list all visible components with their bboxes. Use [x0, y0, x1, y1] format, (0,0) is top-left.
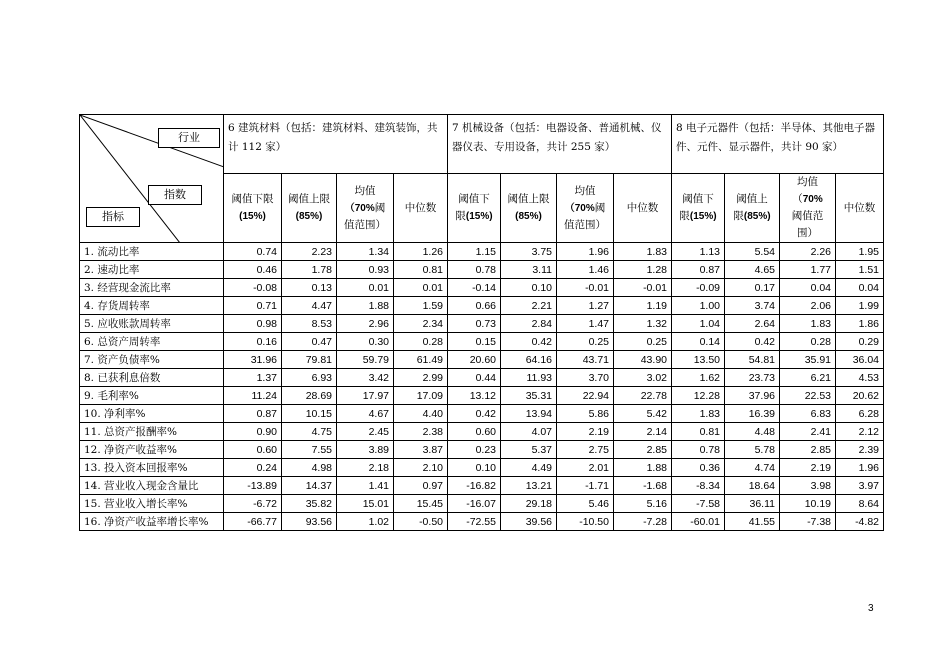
- value-cell: 0.13: [282, 279, 337, 297]
- value-cell: 4.49: [501, 459, 557, 477]
- indicator-name: 11. 总资产报酬率%: [80, 423, 224, 441]
- value-cell: 0.28: [780, 333, 836, 351]
- value-cell: 6.21: [780, 369, 836, 387]
- value-cell: 2.18: [337, 459, 394, 477]
- col-lower-threshold: 阈值下 限(15%): [672, 174, 725, 243]
- value-cell: 2.14: [614, 423, 672, 441]
- value-cell: 0.97: [394, 477, 448, 495]
- value-cell: 0.71: [224, 297, 282, 315]
- indicator-name: 3. 经营现金流比率: [80, 279, 224, 297]
- value-cell: -10.50: [557, 513, 614, 531]
- value-cell: 1.86: [836, 315, 884, 333]
- value-cell: 1.26: [394, 243, 448, 261]
- value-cell: 1.15: [448, 243, 501, 261]
- table-row: [80, 333, 884, 351]
- value-cell: 1.83: [672, 405, 725, 423]
- col-mean: 均值 （70% 阈值范 围）: [780, 174, 836, 243]
- value-cell: 11.93: [501, 369, 557, 387]
- value-cell: 8.53: [282, 315, 337, 333]
- value-cell: 1.37: [224, 369, 282, 387]
- value-cell: 4.65: [725, 261, 780, 279]
- indicator-name: 16. 净资产收益率增长率%: [80, 513, 224, 531]
- value-cell: 1.00: [672, 297, 725, 315]
- value-cell: 4.47: [282, 297, 337, 315]
- value-cell: 4.48: [725, 423, 780, 441]
- value-cell: -7.58: [672, 495, 725, 513]
- value-cell: 35.31: [501, 387, 557, 405]
- value-cell: 0.30: [337, 333, 394, 351]
- value-cell: 13.50: [672, 351, 725, 369]
- industry-label: 行业: [158, 128, 220, 148]
- value-cell: 0.36: [672, 459, 725, 477]
- value-cell: 4.98: [282, 459, 337, 477]
- value-cell: 3.97: [836, 477, 884, 495]
- table-row: [80, 423, 884, 441]
- value-cell: 17.97: [337, 387, 394, 405]
- value-cell: 2.96: [337, 315, 394, 333]
- value-cell: 0.42: [501, 333, 557, 351]
- value-cell: 0.01: [394, 279, 448, 297]
- value-cell: 2.75: [557, 441, 614, 459]
- value-cell: 54.81: [725, 351, 780, 369]
- value-cell: 0.10: [448, 459, 501, 477]
- indicator-name: 15. 营业收入增长率%: [80, 495, 224, 513]
- value-cell: 0.60: [224, 441, 282, 459]
- col-lower-threshold: 阈值下 限(15%): [448, 174, 501, 243]
- value-cell: 20.60: [448, 351, 501, 369]
- value-cell: 2.10: [394, 459, 448, 477]
- value-cell: 4.67: [337, 405, 394, 423]
- indicator-name: 8. 已获利息倍数: [80, 369, 224, 387]
- value-cell: 1.96: [836, 459, 884, 477]
- value-cell: 1.83: [614, 243, 672, 261]
- value-cell: 0.04: [780, 279, 836, 297]
- value-cell: -1.68: [614, 477, 672, 495]
- industry-indicator-table: [79, 114, 884, 531]
- value-cell: 0.23: [448, 441, 501, 459]
- value-cell: 0.81: [672, 423, 725, 441]
- value-cell: 43.90: [614, 351, 672, 369]
- value-cell: 0.29: [836, 333, 884, 351]
- col-median: 中位数: [614, 174, 672, 243]
- value-cell: 0.81: [394, 261, 448, 279]
- value-cell: 0.46: [224, 261, 282, 279]
- value-cell: -1.71: [557, 477, 614, 495]
- table-row: [80, 243, 884, 261]
- value-cell: -16.07: [448, 495, 501, 513]
- header-corner-cell: [80, 115, 224, 243]
- value-cell: 3.75: [501, 243, 557, 261]
- indicator-name: 10. 净利率%: [80, 405, 224, 423]
- col-mean: 均值 （70%阈 值范围）: [337, 174, 394, 243]
- value-cell: 2.85: [780, 441, 836, 459]
- value-cell: 2.64: [725, 315, 780, 333]
- col-median: 中位数: [394, 174, 448, 243]
- table-row: [80, 513, 884, 531]
- value-cell: -0.14: [448, 279, 501, 297]
- value-cell: -16.82: [448, 477, 501, 495]
- value-cell: 36.11: [725, 495, 780, 513]
- value-cell: 0.25: [557, 333, 614, 351]
- value-cell: 0.10: [501, 279, 557, 297]
- value-cell: 2.12: [836, 423, 884, 441]
- value-cell: 1.19: [614, 297, 672, 315]
- value-cell: 1.28: [614, 261, 672, 279]
- value-cell: 3.42: [337, 369, 394, 387]
- value-cell: 10.15: [282, 405, 337, 423]
- value-cell: 2.38: [394, 423, 448, 441]
- value-cell: 2.84: [501, 315, 557, 333]
- value-cell: 3.89: [337, 441, 394, 459]
- value-cell: 16.39: [725, 405, 780, 423]
- indicator-name: 13. 投入资本回报率%: [80, 459, 224, 477]
- table-row: [80, 459, 884, 477]
- table-row: [80, 477, 884, 495]
- value-cell: 0.42: [725, 333, 780, 351]
- value-cell: 0.90: [224, 423, 282, 441]
- value-cell: 0.44: [448, 369, 501, 387]
- indicator-label: 指标: [86, 207, 140, 227]
- value-cell: 0.74: [224, 243, 282, 261]
- value-cell: 3.87: [394, 441, 448, 459]
- value-cell: 0.78: [672, 441, 725, 459]
- value-cell: 41.55: [725, 513, 780, 531]
- value-cell: 1.41: [337, 477, 394, 495]
- table-row: [80, 261, 884, 279]
- value-cell: 8.64: [836, 495, 884, 513]
- indicator-name: 7. 资产负债率%: [80, 351, 224, 369]
- indicator-name: 1. 流动比率: [80, 243, 224, 261]
- value-cell: 28.69: [282, 387, 337, 405]
- value-cell: 64.16: [501, 351, 557, 369]
- value-cell: 5.78: [725, 441, 780, 459]
- table-row: [80, 315, 884, 333]
- value-cell: 3.70: [557, 369, 614, 387]
- value-cell: 2.45: [337, 423, 394, 441]
- value-cell: 0.04: [836, 279, 884, 297]
- value-cell: 4.53: [836, 369, 884, 387]
- value-cell: 0.01: [337, 279, 394, 297]
- value-cell: -7.28: [614, 513, 672, 531]
- industry-header-building-materials: 6 建筑材料（包括：建筑材料、建筑装饰，共计 112 家）: [224, 115, 448, 174]
- value-cell: 1.59: [394, 297, 448, 315]
- indicator-name: 14. 营业收入现金含量比: [80, 477, 224, 495]
- value-cell: -6.72: [224, 495, 282, 513]
- value-cell: 59.79: [337, 351, 394, 369]
- value-cell: 1.46: [557, 261, 614, 279]
- col-lower-threshold: 阈值下限 (15%): [224, 174, 282, 243]
- value-cell: -7.38: [780, 513, 836, 531]
- value-cell: 3.02: [614, 369, 672, 387]
- indicator-name: 4. 存货周转率: [80, 297, 224, 315]
- value-cell: 0.87: [672, 261, 725, 279]
- value-cell: 4.40: [394, 405, 448, 423]
- col-upper-threshold: 阈值上 限(85%): [725, 174, 780, 243]
- value-cell: 1.96: [557, 243, 614, 261]
- value-cell: 37.96: [725, 387, 780, 405]
- value-cell: 0.93: [337, 261, 394, 279]
- col-upper-threshold: 阈值上限 (85%): [282, 174, 337, 243]
- value-cell: 4.74: [725, 459, 780, 477]
- value-cell: 12.28: [672, 387, 725, 405]
- table-row: [80, 279, 884, 297]
- value-cell: 2.34: [394, 315, 448, 333]
- value-cell: 29.18: [501, 495, 557, 513]
- value-cell: -13.89: [224, 477, 282, 495]
- value-cell: 1.34: [337, 243, 394, 261]
- value-cell: 1.88: [614, 459, 672, 477]
- value-cell: 0.98: [224, 315, 282, 333]
- value-cell: 31.96: [224, 351, 282, 369]
- value-cell: 1.99: [836, 297, 884, 315]
- col-median: 中位数: [836, 174, 884, 243]
- value-cell: 5.86: [557, 405, 614, 423]
- value-cell: 4.75: [282, 423, 337, 441]
- value-cell: 0.87: [224, 405, 282, 423]
- value-cell: 35.91: [780, 351, 836, 369]
- value-cell: 0.28: [394, 333, 448, 351]
- value-cell: -4.82: [836, 513, 884, 531]
- value-cell: -66.77: [224, 513, 282, 531]
- value-cell: 2.21: [501, 297, 557, 315]
- value-cell: 2.19: [780, 459, 836, 477]
- value-cell: 93.56: [282, 513, 337, 531]
- value-cell: 5.42: [614, 405, 672, 423]
- value-cell: 1.13: [672, 243, 725, 261]
- value-cell: 2.19: [557, 423, 614, 441]
- value-cell: 39.56: [501, 513, 557, 531]
- value-cell: -8.34: [672, 477, 725, 495]
- value-cell: -0.08: [224, 279, 282, 297]
- table-row: [80, 351, 884, 369]
- value-cell: 1.78: [282, 261, 337, 279]
- value-cell: 4.07: [501, 423, 557, 441]
- value-cell: 5.54: [725, 243, 780, 261]
- value-cell: 6.83: [780, 405, 836, 423]
- value-cell: 2.41: [780, 423, 836, 441]
- value-cell: 1.47: [557, 315, 614, 333]
- value-cell: 2.06: [780, 297, 836, 315]
- value-cell: 1.77: [780, 261, 836, 279]
- value-cell: 0.14: [672, 333, 725, 351]
- value-cell: 5.46: [557, 495, 614, 513]
- indicator-name: 2. 速动比率: [80, 261, 224, 279]
- value-cell: 1.51: [836, 261, 884, 279]
- value-cell: 0.47: [282, 333, 337, 351]
- table-row: [80, 297, 884, 315]
- value-cell: 1.32: [614, 315, 672, 333]
- value-cell: 0.24: [224, 459, 282, 477]
- value-cell: 5.16: [614, 495, 672, 513]
- value-cell: 0.15: [448, 333, 501, 351]
- value-cell: 1.95: [836, 243, 884, 261]
- value-cell: 0.17: [725, 279, 780, 297]
- value-cell: 6.93: [282, 369, 337, 387]
- value-cell: 1.83: [780, 315, 836, 333]
- value-cell: 35.82: [282, 495, 337, 513]
- value-cell: 7.55: [282, 441, 337, 459]
- value-cell: 0.78: [448, 261, 501, 279]
- value-cell: 79.81: [282, 351, 337, 369]
- value-cell: 2.85: [614, 441, 672, 459]
- index-label: 指数: [148, 185, 202, 205]
- table-row: [80, 495, 884, 513]
- value-cell: 13.94: [501, 405, 557, 423]
- table-row: [80, 441, 884, 459]
- indicator-name: 9. 毛利率%: [80, 387, 224, 405]
- value-cell: 5.37: [501, 441, 557, 459]
- indicator-name: 5. 应收账款周转率: [80, 315, 224, 333]
- value-cell: -60.01: [672, 513, 725, 531]
- value-cell: 0.60: [448, 423, 501, 441]
- table-row: [80, 387, 884, 405]
- value-cell: 2.99: [394, 369, 448, 387]
- value-cell: 22.94: [557, 387, 614, 405]
- value-cell: 20.62: [836, 387, 884, 405]
- value-cell: 11.24: [224, 387, 282, 405]
- value-cell: 0.25: [614, 333, 672, 351]
- value-cell: 22.53: [780, 387, 836, 405]
- value-cell: 0.16: [224, 333, 282, 351]
- value-cell: 6.28: [836, 405, 884, 423]
- value-cell: 0.42: [448, 405, 501, 423]
- value-cell: 13.21: [501, 477, 557, 495]
- value-cell: 1.02: [337, 513, 394, 531]
- value-cell: 3.11: [501, 261, 557, 279]
- value-cell: -0.50: [394, 513, 448, 531]
- value-cell: 13.12: [448, 387, 501, 405]
- value-cell: -0.09: [672, 279, 725, 297]
- value-cell: 10.19: [780, 495, 836, 513]
- value-cell: 15.01: [337, 495, 394, 513]
- value-cell: -72.55: [448, 513, 501, 531]
- col-mean: 均值 （70%阈 值范围）: [557, 174, 614, 243]
- value-cell: 1.88: [337, 297, 394, 315]
- value-cell: -0.01: [614, 279, 672, 297]
- value-cell: 3.98: [780, 477, 836, 495]
- value-cell: 2.23: [282, 243, 337, 261]
- value-cell: -0.01: [557, 279, 614, 297]
- value-cell: 1.62: [672, 369, 725, 387]
- value-cell: 61.49: [394, 351, 448, 369]
- value-cell: 36.04: [836, 351, 884, 369]
- value-cell: 43.71: [557, 351, 614, 369]
- value-cell: 22.78: [614, 387, 672, 405]
- value-cell: 17.09: [394, 387, 448, 405]
- value-cell: 23.73: [725, 369, 780, 387]
- table-row: [80, 405, 884, 423]
- value-cell: 1.04: [672, 315, 725, 333]
- value-cell: 2.26: [780, 243, 836, 261]
- value-cell: 3.74: [725, 297, 780, 315]
- value-cell: 1.27: [557, 297, 614, 315]
- value-cell: 15.45: [394, 495, 448, 513]
- value-cell: 0.73: [448, 315, 501, 333]
- page-number: 3: [868, 603, 874, 614]
- indicator-name: 6. 总资产周转率: [80, 333, 224, 351]
- value-cell: 0.66: [448, 297, 501, 315]
- table-row: [80, 369, 884, 387]
- col-upper-threshold: 阈值上限 (85%): [501, 174, 557, 243]
- value-cell: 14.37: [282, 477, 337, 495]
- indicator-name: 12. 净资产收益率%: [80, 441, 224, 459]
- value-cell: 18.64: [725, 477, 780, 495]
- value-cell: 2.39: [836, 441, 884, 459]
- industry-header-machinery: 7 机械设备（包括：电器设备、普通机械、仪器仪表、专用设备，共计 255 家）: [448, 115, 672, 174]
- value-cell: 2.01: [557, 459, 614, 477]
- industry-header-electronics: 8 电子元器件（包括：半导体、其他电子器件、元件、显示器件，共计 90 家）: [672, 115, 884, 174]
